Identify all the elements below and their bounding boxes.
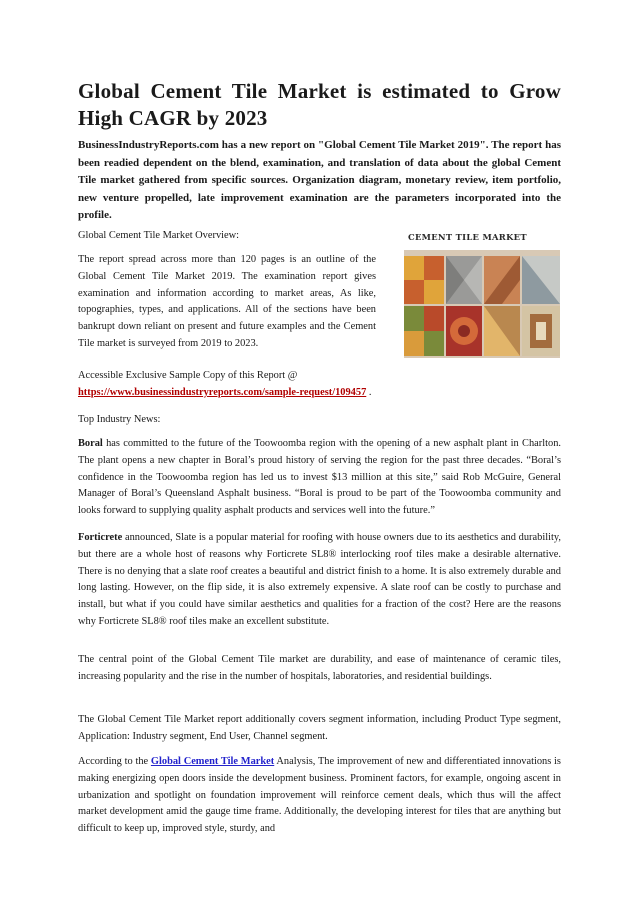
boral-name: Boral <box>78 438 103 449</box>
sample-request-link[interactable]: https://www.businessindustryreports.com/sample-request/109457 <box>78 386 367 398</box>
sample-request-text: Accessible Exclusive Sample Copy of this Report @ <box>78 370 298 381</box>
forticrete-paragraph <box>78 530 561 631</box>
analysis-after: Analysis, The improvement of new and differentiated innovations is making energizing open doors inside the development business. Prominent factors, for example, ongoing ascent in urbanization and spotlight on foundation improvement will reinforce cement deals, which thus will the affect market development amid the gauge time frame. Additionally, the developing interest for tiles that are anything but difficult to keep up, improved style, sturdy, and <box>78 756 561 835</box>
central-point-paragraph: The central point of the Global Cement Tile market are durability, and ease of maintenance of ceramic tiles, increasing popularity and the rise in the number of hospitals, laboratories, and residential buildings. <box>78 654 561 682</box>
figure-caption: CEMENT TILE MARKET <box>408 232 527 242</box>
overview-paragraph: The report spread across more than 120 pages is an outline of the Global Cement Tile Market 2019. The examination report gives examination and information according to market areas, As like, topographies, types, and applications. All of the sections have been bankrupt down reliant on present and future examples and the Cement Tile market is surveyed from 2019 to 2023. <box>78 254 376 349</box>
boral-paragraph <box>78 436 561 520</box>
lead-paragraph: BusinessIndustryReports.com has a new report on "Global Cement Tile Market 2019". The report has been readied dependent on the blend, examination, and translation of data about the global Cement Tile market gathered from specific sources. Organization diagram, monetary review, item portfolio, new venture propelled, late improvement examination are the parameters incorporated into the profile. <box>78 139 561 222</box>
page-title: Global Cement Tile Market is estimated to Grow High CAGR by 2023 <box>78 79 561 130</box>
news-heading: Top Industry News: <box>78 414 161 425</box>
cement-tile-figure <box>404 228 560 358</box>
sample-request-suffix: . <box>366 386 372 398</box>
tile-samples-image <box>404 250 560 358</box>
overview-heading: Global Cement Tile Market Overview: <box>78 230 240 241</box>
analysis-paragraph <box>78 754 561 838</box>
cement-tile-market-link[interactable]: Global Cement Tile Market <box>150 756 275 767</box>
forticrete-text: announced, Slate is a popular material for roofing with house owners due to its aesthetics and durability, but there are a whole host of reasons why Forticrete SL8® interlocking roof tiles make a desirable alternative. There is no denying that a slate roof creates a beautiful and district finish to a home. It is also extremely durable and long lasting. However, on the flip side, it is also extremely expensive. A slate roof can be costly to purchase and install, but what if you could have similar aesthetics and qualities for a fraction of the cost? Here are the reasons why Forticrete SL8® roof tiles make an excellent substitute. <box>78 532 561 627</box>
forticrete-name: Forticrete <box>78 532 123 543</box>
segment-paragraph: The Global Cement Tile Market report additionally covers segment information, including Product Type segment, Application: Industry segment, End User, Channel segment. <box>78 714 561 742</box>
analysis-before: According to the <box>78 756 151 767</box>
sample-request-line <box>78 368 561 402</box>
boral-text: has committed to the future of the Toowoomba region with the opening of a new asphalt plant in Charlton. The plant opens a new chapter in Boral’s proud history of serving the region for the past three decades. “Boral’s confidence in the Toowoomba region has led us to invest $13 million at this site,” said Rob McGuire, General Manager of Boral’s Queensland Asphalt business. “Boral is proud to be part of the Toowoomba community and looks forward to supplying quality asphalt products and services well into the future.” <box>78 438 561 517</box>
